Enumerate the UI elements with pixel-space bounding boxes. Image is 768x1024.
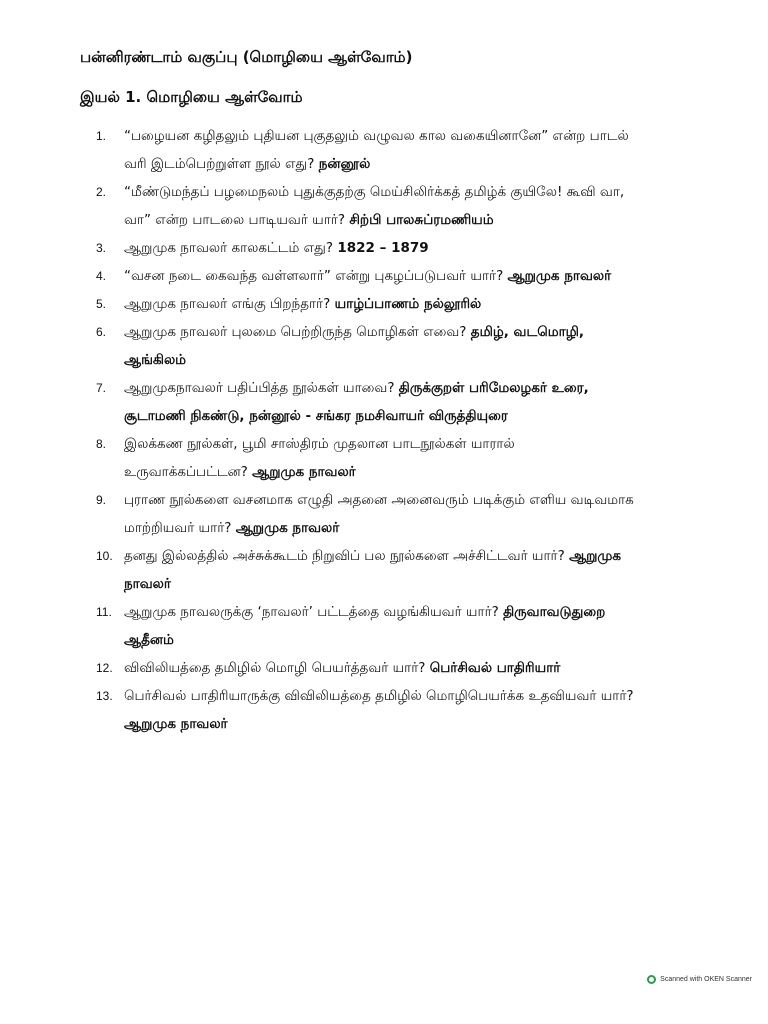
scanner-watermark [647, 975, 752, 984]
question-text: புராண நூல்களை வசனமாக எழுதி அதனை அனைவரும் படிக்கும் எளிய வடிவமாக மாற்றியவர் யார்? [124, 492, 634, 536]
question-number: 8. [96, 437, 107, 451]
question-item [96, 178, 636, 234]
page-title: பன்னிரண்டாம் வகுப்பு (மொழியை ஆள்வோம்) [80, 48, 413, 66]
answer-text: பெர்சிவல் பாதிரியார் [429, 660, 561, 676]
question-number: 3. [96, 241, 107, 255]
question-item [96, 542, 636, 598]
question-number: 12. [96, 661, 113, 675]
question-number: 6. [96, 325, 107, 339]
answer-text: ஆறுமுக நாவலர் [235, 520, 340, 536]
question-number: 13. [96, 689, 113, 703]
answer-text: 1822 – 1879 [337, 240, 429, 256]
question-text: ஆறுமுக நாவலர் எங்கு பிறந்தார்? [124, 296, 331, 312]
question-number: 7. [96, 381, 107, 395]
question-text: ஆறுமுக நாவலர் புலமை பெற்றிருந்த மொழிகள் எவை? [124, 324, 467, 340]
question-text: இலக்கண நூல்கள், பூமி சாஸ்திரம் முதலான பாடநூல்கள் யாரால் உருவாக்கப்பட்டன? [124, 436, 515, 480]
question-item [96, 374, 636, 430]
question-number: 5. [96, 297, 107, 311]
okenscanner-logo-icon [647, 975, 656, 984]
question-text: “வசன நடை கைவந்த வள்ளலார்” என்று புகழப்படுபவர் யார்? [124, 268, 504, 284]
question-item [96, 654, 636, 682]
question-number: 2. [96, 185, 107, 199]
question-text: “மீண்டுமந்தப் பழமைநலம் புதுக்குதற்கு மெய்சிலிர்க்கத் தமிழ்க் குயிலே! கூவி வா, வா” என்ற பாடலை பாடியவர் யார்? [124, 184, 625, 228]
question-text: விவிலியத்தை தமிழில் மொழி பெயர்த்தவர் யார்? [124, 660, 426, 676]
question-item [96, 486, 636, 542]
question-number: 4. [96, 269, 107, 283]
question-item [96, 430, 636, 486]
watermark-text: Scanned with OKEN Scanner [660, 976, 752, 983]
answer-text: நன்னூல் [318, 156, 371, 172]
question-item [96, 598, 636, 654]
question-text: ஆறுமுக நாவலருக்கு ‘நாவலர்’ பட்டத்தை வழங்கியவர் யார்? [124, 604, 499, 620]
answer-text: ஆறுமுக நாவலர் [252, 464, 356, 480]
question-number: 9. [96, 493, 107, 507]
question-item [96, 318, 636, 374]
question-text: ஆறுமுகநாவலர் பதிப்பித்த நூல்கள் யாவை? [124, 380, 395, 396]
answer-text: திருக்குறள் பரிமேலழகர் உரை, சூடாமணி நிகண்டு, நன்னூல் - சங்கர நமசிவாயர் விருத்தியுரை [124, 380, 589, 424]
answer-text: தமிழ், வடமொழி, ஆங்கிலம் [124, 324, 585, 368]
question-text: தனது இல்லத்தில் அச்சுக்கூடம் நிறுவிப் பல நூல்களை அச்சிட்டவர் யார்? [124, 548, 565, 564]
question-number: 11. [96, 605, 112, 619]
question-item [96, 122, 636, 178]
answer-text: திருவாவடுதுறை ஆதீனம் [124, 604, 606, 648]
question-item [96, 290, 636, 318]
question-text: பெர்சிவல் பாதிரியாருக்கு விவிலியத்தை தமிழில் மொழிபெயர்க்க உதவியவர் யார்? [124, 688, 634, 704]
question-item [96, 262, 636, 290]
question-list [96, 122, 636, 738]
answer-text: ஆறுமுக நாவலர் [507, 268, 612, 284]
section-title: இயல் 1. மொழியை ஆள்வோம் [80, 88, 303, 106]
question-text: “பழையன கழிதலும் புதியன புகுதலும் வழுவல கால வகையினானே” என்ற பாடல் வரி இடம்பெற்றுள்ள நூல் எது? [124, 128, 629, 172]
answer-text: யாழ்ப்பாணம் நல்லூரில் [334, 296, 482, 312]
answer-text: ஆறுமுக நாவலர் [124, 548, 622, 592]
question-number: 1. [96, 129, 107, 143]
answer-text: ஆறுமுக நாவலர் [124, 716, 228, 732]
question-item [96, 234, 636, 262]
question-item [96, 682, 636, 738]
answer-text: சிற்பி பாலசுப்ரமணியம் [349, 212, 494, 228]
question-text: ஆறுமுக நாவலர் காலகட்டம் எது? [124, 240, 334, 256]
question-number: 10. [96, 549, 113, 563]
